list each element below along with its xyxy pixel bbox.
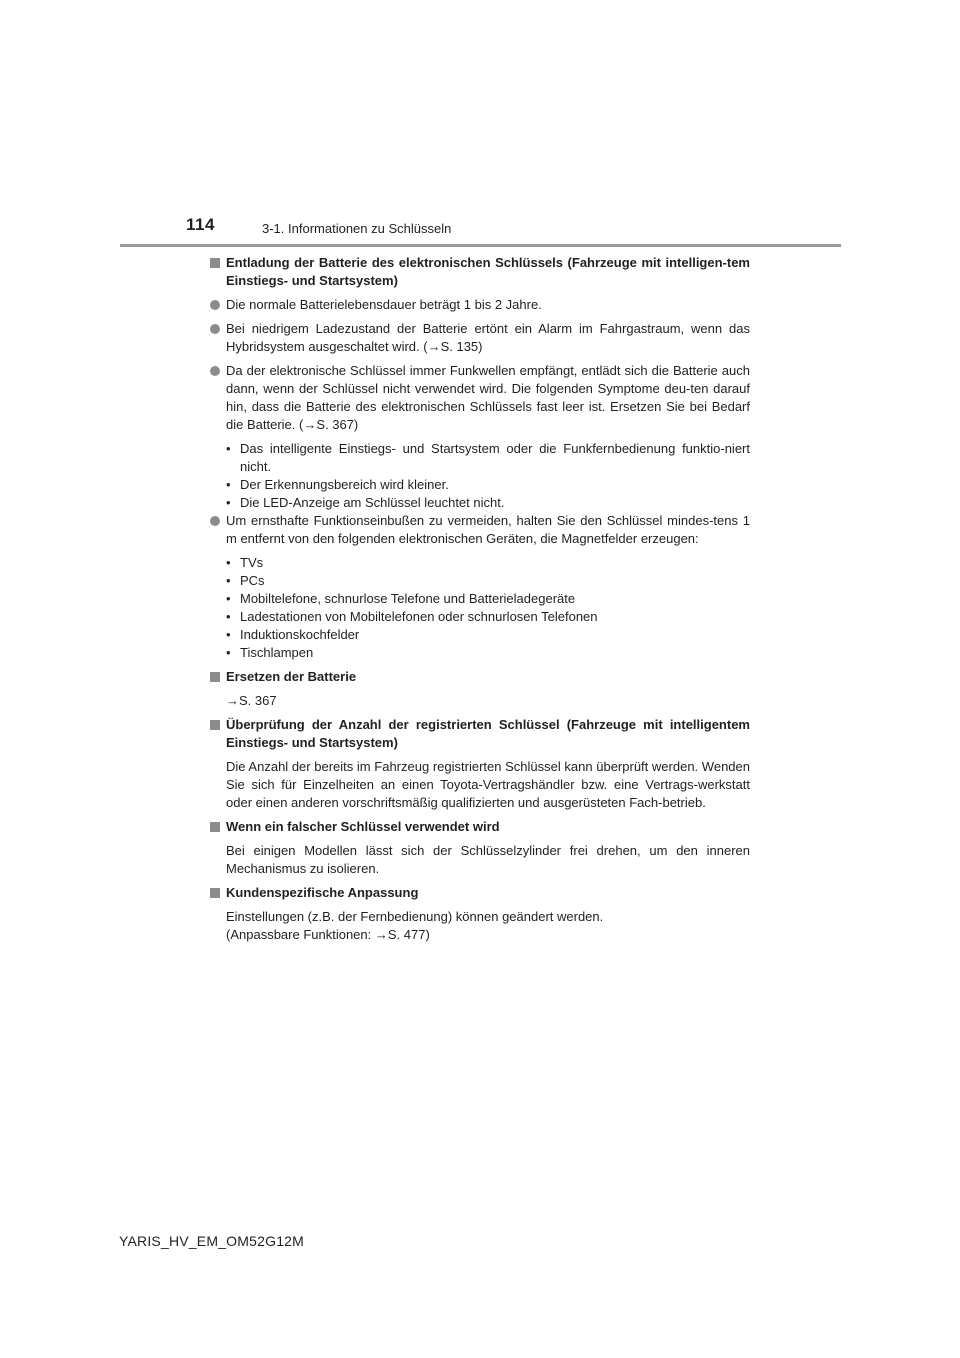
circle-bullet-icon — [210, 300, 220, 310]
list-item-text: Ladestationen von Mobiltelefonen oder schnurlosen Telefonen — [240, 609, 598, 624]
list-item — [226, 440, 750, 476]
list-item — [226, 626, 750, 644]
header-divider — [120, 244, 841, 247]
list-item-text: Der Erkennungsbereich wird kleiner. — [240, 477, 449, 492]
list-item — [226, 644, 750, 662]
page-number: 114 — [186, 215, 215, 234]
bullet-marker: • — [226, 627, 231, 642]
heading-text: Entladung der Batterie des elektronischen Schlüssels (Fahrzeuge mit intelligen-tem Einstiegs- und Startsystem) — [226, 255, 750, 288]
section-heading-battery-discharge — [210, 254, 750, 290]
square-bullet-icon — [210, 822, 220, 832]
bullet-text: Da der elektronische Schlüssel immer Funkwellen empfängt, entlädt sich die Batterie auch dann, wenn der Schlüssel nicht verwendet wird. Die folgenden Symptome deu-ten darauf hin, dass die Batterie des elektronischen Schlüssels fast leer ist. Ersetzen Sie bei Bedarf die Batterie. (→S. 367) — [226, 363, 750, 432]
list-item-text: Mobiltelefone, schnurlose Telefone und Batterieladegeräte — [240, 591, 576, 606]
list-item — [226, 608, 750, 626]
section-heading-customization — [210, 884, 750, 902]
list-item-text: TVs — [240, 555, 264, 570]
section-heading-replace-battery — [210, 668, 750, 686]
circle-bullet-icon — [210, 324, 220, 334]
bullet-text: Bei niedrigem Ladezustand der Batterie ertönt ein Alarm im Fahrgastraum, wenn das Hybridsystem ausgeschaltet wird. (→S. 135) — [226, 321, 750, 354]
square-bullet-icon — [210, 888, 220, 898]
square-bullet-icon — [210, 672, 220, 682]
list-item — [226, 476, 750, 494]
circle-bullet-icon — [210, 516, 220, 526]
paragraph: Einstellungen (z.B. der Fernbedienung) können geändert werden. — [226, 909, 604, 924]
bullet-text: Die normale Batterielebensdauer beträgt 1 bis 2 Jahre. — [226, 297, 542, 312]
paragraph: Bei einigen Modellen lässt sich der Schlüsselzylinder frei drehen, um den inneren Mechanismus zu isolieren. — [226, 843, 750, 876]
list-item-text: Tischlampen — [240, 645, 314, 660]
bullet-item — [210, 296, 750, 314]
page-content — [210, 254, 750, 950]
bullet-item — [210, 362, 750, 434]
bullet-marker: • — [226, 573, 231, 588]
symptom-list — [226, 440, 750, 512]
bullet-marker: • — [226, 441, 231, 456]
circle-bullet-icon — [210, 366, 220, 376]
list-item-text: Die LED-Anzeige am Schlüssel leuchtet nicht. — [240, 495, 505, 510]
bullet-marker: • — [226, 477, 231, 492]
heading-text: Kundenspezifische Anpassung — [226, 885, 419, 900]
list-item-text: Das intelligente Einstiegs- und Startsystem oder die Funkfernbedienung funktio-niert nicht. — [240, 441, 750, 474]
square-bullet-icon — [210, 258, 220, 268]
heading-text: Wenn ein falscher Schlüssel verwendet wird — [226, 819, 500, 834]
list-item-text: Induktionskochfelder — [240, 627, 360, 642]
document-code: YARIS_HV_EM_OM52G12M — [119, 1233, 305, 1249]
square-bullet-icon — [210, 720, 220, 730]
list-item — [226, 590, 750, 608]
cross-reference-link[interactable]: →S. 367 — [226, 693, 277, 708]
heading-text: Ersetzen der Batterie — [226, 669, 357, 684]
list-item — [226, 554, 750, 572]
bullet-item — [210, 320, 750, 356]
list-item — [226, 572, 750, 590]
cross-reference-link[interactable]: (Anpassbare Funktionen: →S. 477) — [226, 927, 430, 942]
bullet-marker: • — [226, 555, 231, 570]
bullet-marker: • — [226, 495, 231, 510]
bullet-marker: • — [226, 591, 231, 606]
heading-text: Überprüfung der Anzahl der registrierten Schlüssel (Fahrzeuge mit intelligentem Einstiegs- und Startsystem) — [226, 717, 750, 750]
list-item-text: PCs — [240, 573, 265, 588]
paragraph: Die Anzahl der bereits im Fahrzeug registrierten Schlüssel kann überprüft werden. Wenden Sie sich für Einzelheiten an einen Toyota-Vertragshändler bzw. eine Vertrags-werkstatt oder einen anderen vorschriftsmäßig qualifizierten und ausgerüsteten Fach-betrieb. — [226, 759, 750, 810]
bullet-marker: • — [226, 609, 231, 624]
section-heading-wrong-key — [210, 818, 750, 836]
bullet-marker: • — [226, 645, 231, 660]
bullet-text: Um ernsthafte Funktionseinbußen zu vermeiden, halten Sie den Schlüssel mindes-tens 1 m entfernt von den folgenden elektronischen Geräten, die Magnetfelder erzeugen: — [226, 513, 750, 546]
bullet-item — [210, 512, 750, 548]
list-item — [226, 494, 750, 512]
device-list — [226, 554, 750, 662]
section-heading-registered-keys — [210, 716, 750, 752]
section-title: 3-1. Informationen zu Schlüsseln — [262, 221, 452, 236]
